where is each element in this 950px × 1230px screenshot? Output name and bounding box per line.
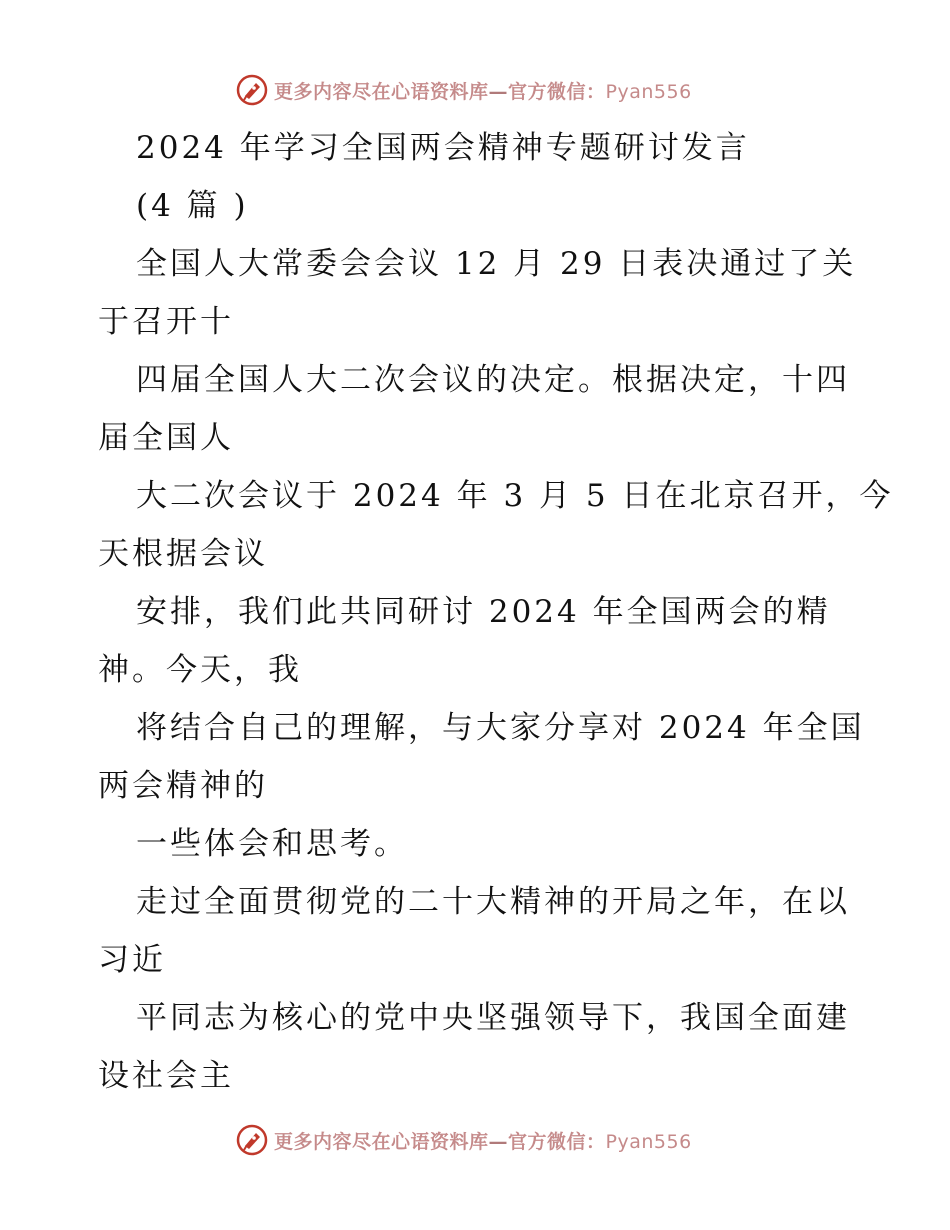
body-line: 全国人大常委会会议 12 月 29 日表决通过了关 <box>136 246 857 282</box>
body-line: 神。今天，我 <box>98 652 302 688</box>
document-title: 2024 年学习全国两会精神专题研讨发言 <box>136 130 750 166</box>
footer-handle: Pyan556 <box>605 1130 692 1153</box>
header-dash: — <box>488 80 509 103</box>
body-line: 一些体会和思考。 <box>136 826 408 862</box>
body-line: 天根据会议 <box>98 536 268 572</box>
footer-banner <box>236 1122 692 1158</box>
body-line: 平同志为核心的党中央坚强领导下，我国全面建 <box>136 1000 850 1036</box>
body-line: 安排，我们此共同研讨 2024 年全国两会的精 <box>136 594 831 630</box>
body-line: 走过全面贯彻党的二十大精神的开局之年，在以 <box>136 884 850 920</box>
body-line: 两会精神的 <box>98 768 268 804</box>
header-banner-text <box>274 77 692 104</box>
header-banner <box>236 72 692 108</box>
pen-nib-logo-icon <box>236 74 268 106</box>
header-site-text: 更多内容尽在心语资料库 <box>274 80 489 103</box>
body-line: 四届全国人大二次会议的决定。根据决定，十四 <box>136 362 850 398</box>
header-handle: Pyan556 <box>605 80 692 103</box>
header-official-label: 官方微信： <box>508 80 606 103</box>
footer-dash: — <box>488 1130 509 1153</box>
footer-site-text: 更多内容尽在心语资料库 <box>274 1130 489 1153</box>
footer-official-label: 官方微信： <box>508 1130 606 1153</box>
body-line: 大二次会议于 2024 年 3 月 5 日在北京召开，今 <box>136 478 894 514</box>
body-line: 届全国人 <box>98 420 234 456</box>
pen-nib-logo-icon <box>236 1124 268 1156</box>
document-subtitle: (4 篇 ) <box>136 188 249 224</box>
body-line: 将结合自己的理解，与大家分享对 2024 年全国 <box>136 710 865 746</box>
body-line: 习近 <box>98 942 166 978</box>
footer-banner-text <box>274 1127 692 1154</box>
body-line: 于召开十 <box>98 304 234 340</box>
body-line: 设社会主 <box>98 1058 234 1094</box>
